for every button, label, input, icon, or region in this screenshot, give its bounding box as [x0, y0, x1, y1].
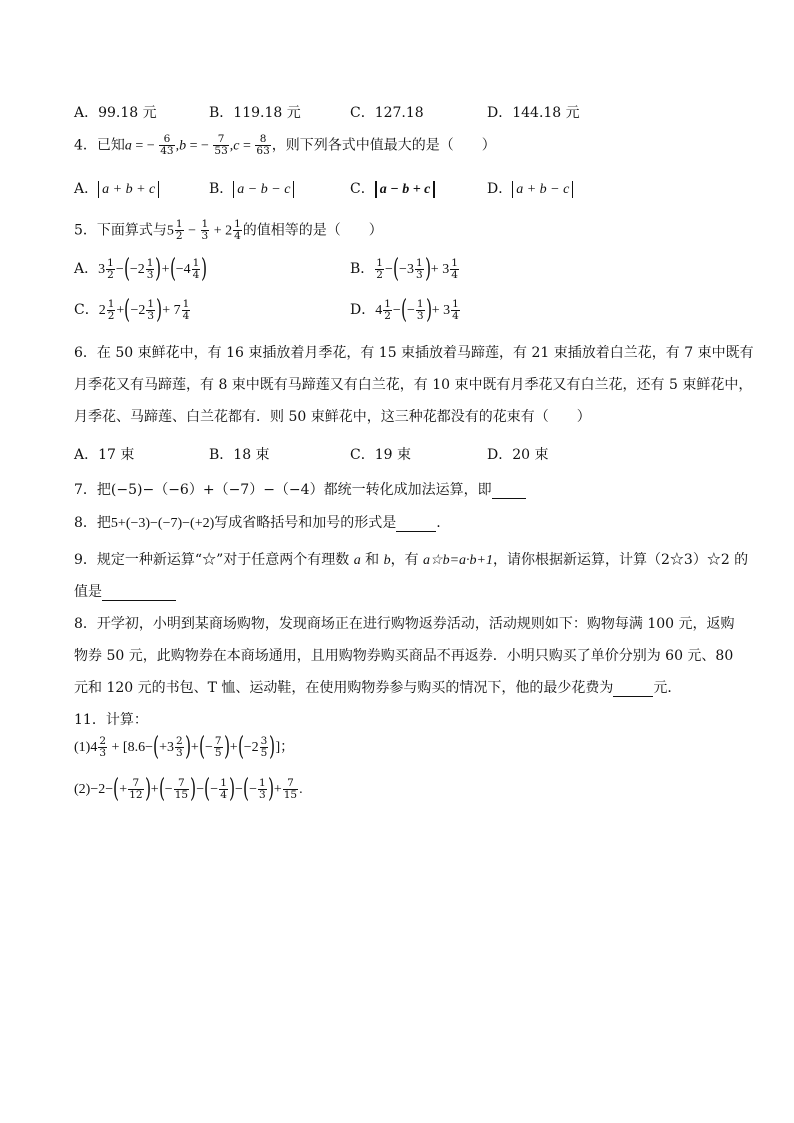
- q10-line-1: 8．开学初，小明到某商场购物，发现商场正在进行购物返券活动，活动规则如下：购物每满 100 元，返购: [74, 616, 735, 632]
- q10-line-3: 元和 120 元的书包、T 恤、运动鞋，在使用购物券参与购买的情况下，他的最少花费为 元．: [74, 680, 682, 696]
- q5-option-d: D．4 $\frac{1}{2}$ −(− $\frac{1}{3}$ )+ 3 $\frac{1}{4}$: [350, 295, 459, 325]
- q4-option-a: A． a + b + c: [74, 178, 159, 198]
- q9-text-pre: 9．规定一种新运算“☆”对于任意两个有理数: [74, 552, 350, 568]
- q8-stem: 8．把5+(−3)−(−7)−(+2)写成省略括号和加号的形式是 .: [74, 515, 441, 531]
- q4-prefix: 4．已知: [74, 137, 125, 154]
- q10-text: 元和 120 元的书包、T 恤、运动鞋，在使用购物券参与购买的情况下，他的最少花费为: [74, 680, 614, 696]
- q4-option-a-expr: a + b + c: [98, 181, 159, 198]
- q8-expression: 5+(−3)−(−7)−(+2): [110, 516, 215, 531]
- q3-option-a: A．99.18 元: [74, 105, 157, 121]
- q4-option-d-expr: a + b − c: [512, 181, 573, 198]
- q3-option-d: D．144.18 元: [487, 105, 580, 121]
- q4-option-c-expr: a − b + c: [375, 181, 436, 198]
- q9-rule: a☆b=a·b+1: [423, 553, 493, 568]
- q9-line-1: 9．规定一种新运算“☆”对于任意两个有理数 a 和 b，有 a☆b=a·b+1，请你根据新运算，计算（2☆3）☆2 的: [74, 552, 749, 568]
- q4-var-c: c: [233, 138, 240, 154]
- q10-line-2: 物券 50 元，此购物券在本商场通用，且用购物券购买商品不再返券．小明只购买了单价分别为 60 元、80: [74, 648, 734, 664]
- q4-suffix: ，则下列各式中值最大的是（ ）: [271, 137, 496, 154]
- q5-option-b: B． $\frac{1}{2}$ −(−3 $\frac{1}{3}$ )+ 3 $\frac{1}{4}$: [350, 254, 458, 284]
- q8-answer-blank: [396, 517, 436, 532]
- q3-option-c: C．127.18: [350, 105, 424, 121]
- q11-title: 11．计算：: [74, 712, 148, 728]
- q5-option-c: C．2 $\frac{1}{2}$ +(−2 $\frac{1}{3}$ )+ 7 $\frac{1}{4}$: [74, 295, 190, 325]
- q6-option-c: C．19 束: [350, 447, 411, 463]
- q5-option-a: A．3 $\frac{1}{2}$ −(−2 $\frac{1}{3}$ )+(−4 $\frac{1}{4}$ ): [74, 254, 208, 284]
- q5-stem: 5．下面算式与5 $\frac{1}{2}$ − $\frac{1}{3}$ + 2 $\frac{1}{4}$ 的值相等的是（ ）: [74, 218, 383, 242]
- q11-part-1: (1)4 $\frac{2}{3}$ + [8.6−(+3 $\frac{2}{3}$ )+(− $\frac{7}{5}$ )+(−2 $\frac{3}{5}$ )]；: [74, 732, 295, 762]
- q4-var-a: a: [124, 138, 132, 154]
- q5-prefix: 5．下面算式与: [74, 222, 167, 239]
- q6-option-a: A．17 束: [74, 447, 135, 463]
- q7-text: 7．把(−5)−（−6）+（−7）−（−4）都统一转化成加法运算，即: [74, 482, 492, 498]
- q4-option-b-expr: a − b − c: [233, 181, 294, 198]
- q9-line-2: [74, 581, 176, 601]
- q6-option-d: D．20 束: [487, 447, 549, 463]
- q4-option-b: B． a − b − c: [209, 178, 294, 198]
- q9-text-post: ，请你根据新运算，计算（2☆3）☆2 的: [493, 552, 749, 568]
- q8-prefix: 8．把: [74, 515, 111, 531]
- q9-value-label: 值是: [74, 584, 102, 600]
- q4-frac-b: $\frac{7}{53}$: [214, 133, 228, 157]
- q6-line-2: 月季花又有马蹄莲，有 8 束中既有马蹄莲又有白兰花，有 10 束中既有月季花又有白兰花，还有 5 束鲜花中，: [74, 377, 753, 393]
- q11-part-2: (2)−2−(+ $\frac{7}{12}$ )+(− $\frac{7}{15}$ )−(− $\frac{1}{4}$ )−(− $\frac{1}{3}$ )+ $\frac{7}{15}$ .: [74, 774, 303, 804]
- q11-part-2-label: (2): [74, 782, 91, 797]
- q4-option-c: C． a − b + c: [350, 178, 435, 198]
- q4-var-b: b: [179, 138, 187, 154]
- q6-line-1: 6．在 50 束鲜花中，有 16 束插放着月季花，有 15 束插放着马蹄莲，有 21 束插放着白兰花，有 7 束中既有: [74, 345, 754, 361]
- q7-answer-blank: [492, 484, 526, 499]
- q4-frac-a: $\frac{6}{43}$: [160, 133, 174, 157]
- q3-option-b: B．119.18 元: [209, 105, 301, 121]
- q9-answer-blank: [102, 586, 176, 601]
- q6-line-3: 月季花、马蹄莲、白兰花都有．则 50 束鲜花中，这三种花都没有的花束有（ ）: [74, 409, 591, 425]
- q10-answer-blank: [613, 682, 653, 697]
- q6-option-b: B．18 束: [209, 447, 270, 463]
- q4-option-d: D． a + b − c: [487, 178, 573, 198]
- q4-frac-c: $\frac{8}{63}$: [256, 133, 270, 157]
- q8-suffix: 写成省略括号和加号的形式是: [214, 515, 397, 531]
- q7-stem: [74, 479, 526, 499]
- q5-suffix: 的值相等的是（ ）: [242, 222, 383, 239]
- q11-part-1-label: (1): [74, 740, 91, 755]
- q4-stem: 4．已知a = − $\frac{6}{43}$ ,b = − $\frac{7}{53}$ ,c = $\frac{8}{63}$ ，则下列各式中值最大的是（ ）: [74, 133, 496, 157]
